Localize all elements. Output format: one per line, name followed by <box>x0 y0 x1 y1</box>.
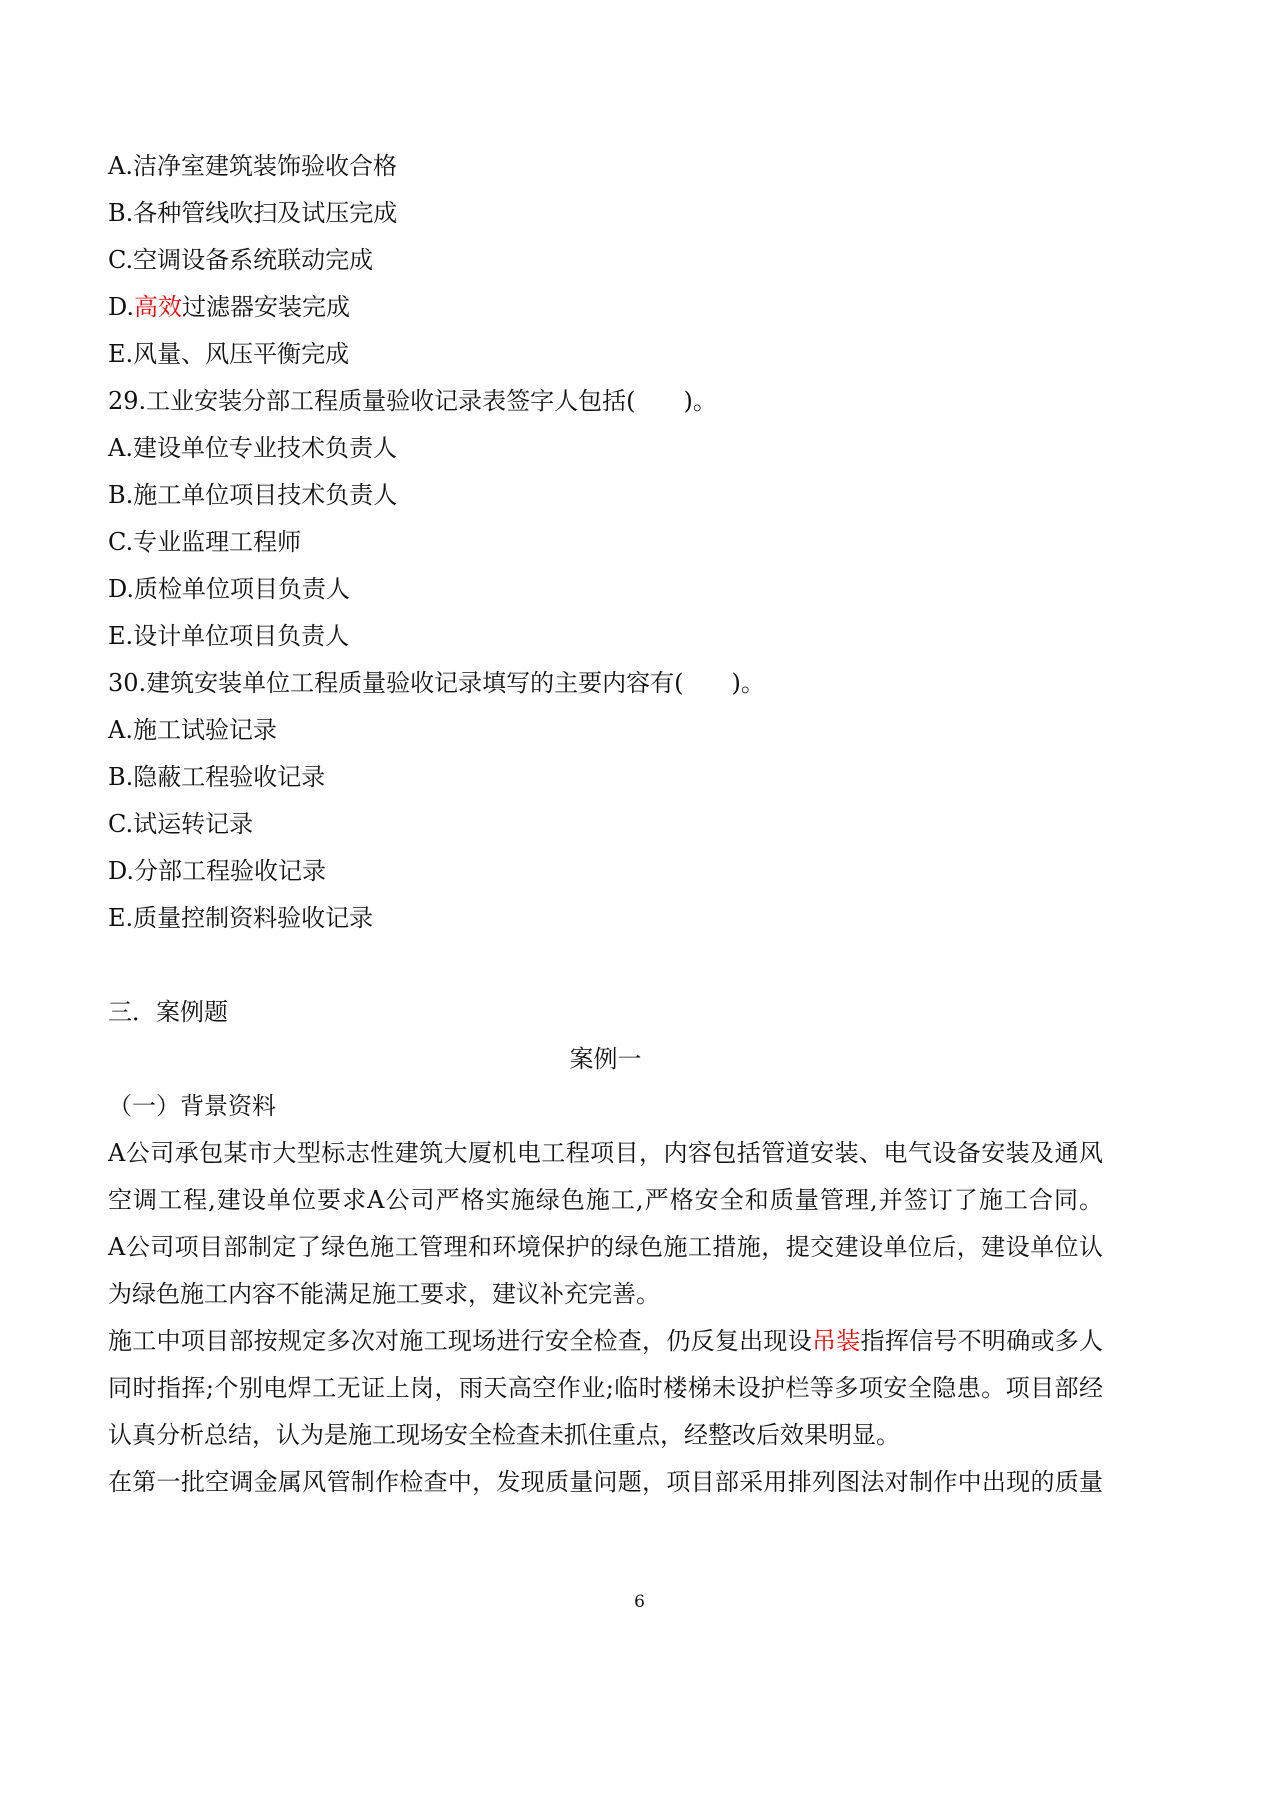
q29-stem: 29.工业安装分部工程质量验收记录表签字人包括( )。 <box>108 387 717 415</box>
spacer <box>108 942 1103 989</box>
paragraph-line: 在第一批空调金属风管制作检查中，发现质量问题，项目部采用排列图法对制作中出现的质量 <box>108 1468 1103 1496</box>
q30-option: D.分部工程验收记录 <box>108 857 327 885</box>
q29-option: E.设计单位项目负责人 <box>108 622 350 650</box>
q30-option: E.质量控制资料验收记录 <box>108 904 374 932</box>
paragraph-line: A公司承包某市大型标志性建筑大厦机电工程项目，内容包括管道安装、电气设备安装及通风 <box>108 1139 1103 1167</box>
q29-option: A.建设单位专业技术负责人 <box>108 434 397 462</box>
q29-option: B.施工单位项目技术负责人 <box>108 481 398 509</box>
option-prefix: D. <box>108 293 135 321</box>
highlighted-text: 吊装 <box>811 1327 861 1355</box>
section-heading: 三．案例题 <box>108 998 228 1026</box>
q28-option-c: C.空调设备系统联动完成 <box>108 246 374 274</box>
document-body <box>108 143 1103 1506</box>
q28-option-d <box>108 284 1103 331</box>
paragraph-line: 认真分析总结，认为是施工现场安全检查未抓住重点，经整改后效果明显。 <box>108 1421 900 1449</box>
q30-option: A.施工试验记录 <box>108 716 277 744</box>
paragraph-line: 为绿色施工内容不能满足施工要求，建议补充完善。 <box>108 1280 660 1308</box>
paragraph-line <box>108 1318 1103 1365</box>
highlighted-text: 高效 <box>134 293 183 321</box>
case-title: 案例一 <box>569 1045 642 1073</box>
q29-option: D.质检单位项目负责人 <box>108 575 351 603</box>
paragraph-line: 同时指挥;个别电焊工无证上岗，雨天高空作业;临时楼梯未设护栏等多项安全隐患。项目部经 <box>108 1374 1103 1402</box>
q29-option: C.专业监理工程师 <box>108 528 302 556</box>
q28-option-a: A.洁净室建筑装饰验收合格 <box>108 152 397 180</box>
q30-stem: 30.建筑安装单位工程质量验收记录填写的主要内容有( )。 <box>108 669 765 697</box>
q30-option: B.隐蔽工程验收记录 <box>108 763 326 791</box>
q28-option-e: E.风量、风压平衡完成 <box>108 340 350 368</box>
paragraph-line: 空调工程,建设单位要求A公司严格实施绿色施工,严格安全和质量管理,并签订了施工合同。 <box>108 1186 1103 1214</box>
text: 施工中项目部按规定多次对施工现场进行安全检查，仍反复出现设 <box>108 1327 812 1355</box>
q30-option: C.试运转记录 <box>108 810 254 838</box>
paragraph-line: A公司项目部制定了绿色施工管理和环境保护的绿色施工措施，提交建设单位后，建设单位认 <box>108 1233 1103 1261</box>
q28-option-b: B.各种管线吹扫及试压完成 <box>108 199 398 227</box>
subheading: （一）背景资料 <box>108 1092 276 1120</box>
text: 指挥信号不明确或多人 <box>860 1327 1104 1355</box>
page-number: 6 <box>634 1592 645 1612</box>
option-rest: 过滤器安装完成 <box>182 293 351 321</box>
